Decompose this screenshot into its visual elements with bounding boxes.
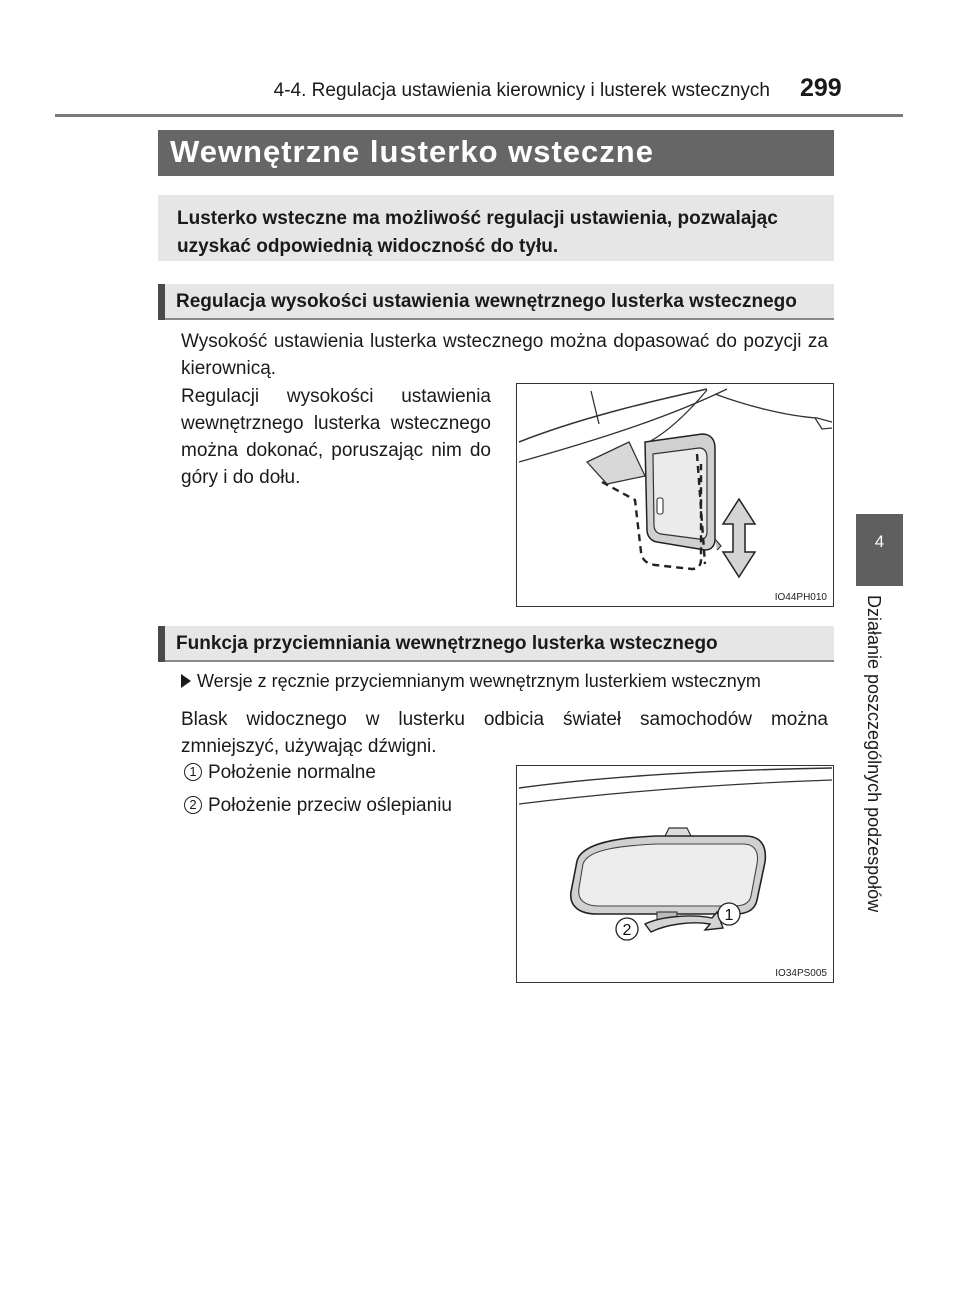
number-2-icon: 2 <box>184 796 202 814</box>
page-title-bar <box>158 130 834 176</box>
dimming-paragraph: Blask widocznego w lusterku odbicia świateł samochodów można zmniejszyć, używając dźwigni. <box>181 709 828 757</box>
page-number: 299 <box>800 74 842 102</box>
section-heading-underline <box>165 660 834 662</box>
chapter-title: Działanie poszczególnych podzespołów <box>864 595 884 913</box>
list-item-label: Położenie przeciw oślepianiu <box>208 795 452 816</box>
section-heading-height <box>158 284 834 320</box>
figure-code: IO34PS005 <box>775 968 827 979</box>
list-item <box>184 762 376 784</box>
page-title: Wewnętrzne lusterko wsteczne <box>170 134 654 169</box>
callout-2: 2 <box>622 922 632 939</box>
triangle-bullet-icon <box>181 674 191 688</box>
header-rule <box>55 114 903 117</box>
figure-code: IO44PH010 <box>774 592 827 603</box>
section-heading-underline <box>165 318 834 320</box>
intro-text: Lusterko wsteczne ma możliwość regulacji ustawienia, pozwalając uzyskać odpowiednią widoczność do tyłu. <box>177 208 778 257</box>
mirror-height-figure <box>516 383 834 607</box>
chapter-number: 4 <box>874 532 885 551</box>
height-paragraph-1: Wysokość ustawienia lusterka wstecznego można dopasować do pozycji za kierownicą. <box>181 331 828 379</box>
list-item-label: Położenie normalne <box>208 762 376 783</box>
height-paragraph-2: Regulacji wysokości ustawienia wewnętrznego lusterka wstecznego można dokonać, poruszając nim do góry i do dołu. <box>181 386 491 488</box>
chapter-tab <box>856 514 903 586</box>
section-heading-height-text: Regulacja wysokości ustawienia wewnętrznego lusterka wstecznego <box>176 291 797 312</box>
section-heading-dimming-text: Funkcja przyciemniania wewnętrznego lusterka wstecznego <box>176 633 718 654</box>
mirror-dimming-figure <box>516 765 834 983</box>
list-item <box>184 795 452 817</box>
callout-1: 1 <box>724 907 734 924</box>
variant-bullet-text: Wersje z ręcznie przyciemnianym wewnętrznym lusterkiem wstecznym <box>197 671 761 691</box>
variant-bullet <box>181 671 761 692</box>
intro-box <box>158 195 834 261</box>
number-1-icon: 1 <box>184 763 202 781</box>
mirror-height-illustration <box>517 384 832 605</box>
section-header-title: 4-4. Regulacja ustawienia kierownicy i lusterek wstecznych <box>273 80 770 101</box>
section-heading-dimming <box>158 626 834 662</box>
mirror-dimming-illustration <box>517 766 832 981</box>
